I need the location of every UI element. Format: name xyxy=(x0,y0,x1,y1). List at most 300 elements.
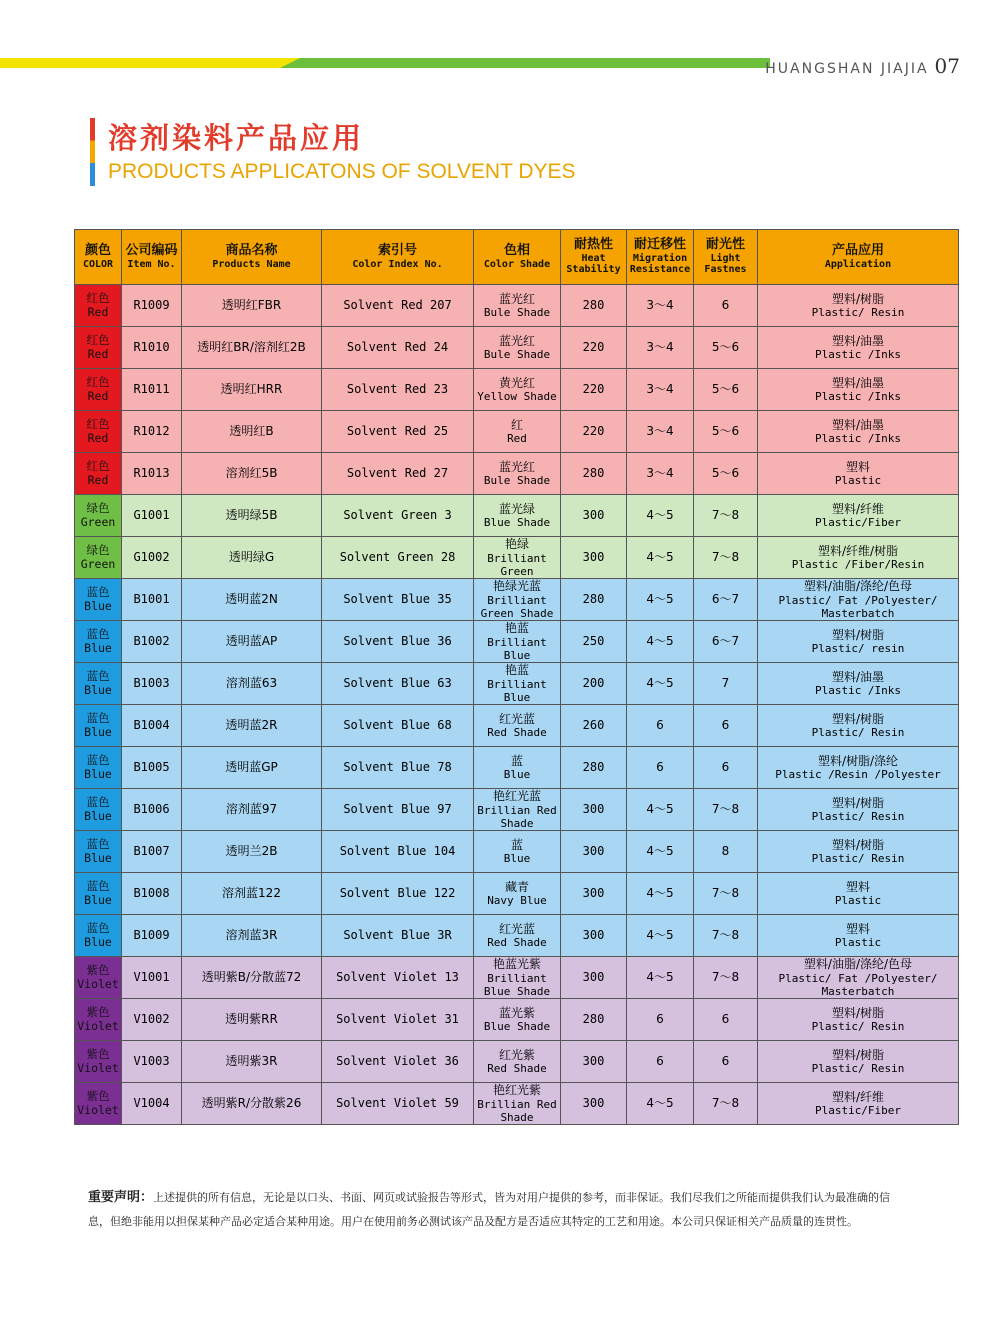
color-cell xyxy=(75,369,122,411)
application-cell xyxy=(758,495,959,537)
column-header xyxy=(758,230,959,285)
brand-name: HUANGSHAN JIAJIA xyxy=(765,61,929,77)
application-cell xyxy=(758,705,959,747)
shade-cn: 蓝光红 xyxy=(498,459,535,474)
yellow-stripe xyxy=(0,58,300,68)
table-row xyxy=(75,957,959,999)
shade-cn: 蓝 xyxy=(510,837,523,852)
shade-en: Brilliant Blue xyxy=(487,635,547,662)
shade-cn: 蓝光红 xyxy=(498,333,535,348)
color-cn: 紫色 xyxy=(86,1088,110,1103)
application-cell xyxy=(758,999,959,1041)
color-cn: 蓝色 xyxy=(86,794,110,809)
application-cn: 塑料/树脂 xyxy=(831,1047,885,1062)
product-name-cell: 透明绿G xyxy=(182,537,322,579)
application-en: Plastic xyxy=(834,936,882,950)
application-cell xyxy=(758,285,959,327)
item-no-cell: B1001 xyxy=(122,579,182,621)
application-en: Plastic/Fiber xyxy=(814,516,902,530)
shade-cn: 艳红光紫 xyxy=(492,1083,541,1098)
column-header xyxy=(75,230,122,285)
color-cn: 紫色 xyxy=(86,1046,110,1061)
color-en: Blue xyxy=(84,682,112,697)
color-en: Blue xyxy=(84,892,112,907)
application-cn: 塑料/树脂 xyxy=(831,291,885,306)
color-cn: 紫色 xyxy=(86,1004,110,1019)
color-en: Green xyxy=(80,514,116,529)
product-name-cell: 透明红BR/溶剂红2B xyxy=(182,327,322,369)
migration-resistance-cell: 6 xyxy=(627,999,694,1041)
light-fastness-cell: 7～8 xyxy=(694,495,758,537)
color-index-cell: Solvent Red 207 xyxy=(322,285,474,327)
shade-en: Red Shade xyxy=(487,936,547,950)
table-row xyxy=(75,537,959,579)
application-cell xyxy=(758,579,959,621)
title-accent-bar xyxy=(90,118,95,186)
shade-cn: 红光紫 xyxy=(498,1047,535,1062)
table-header-row xyxy=(75,230,959,285)
application-en: Plastic xyxy=(834,894,882,908)
color-shade-cell xyxy=(474,915,561,957)
heat-stability-cell: 300 xyxy=(561,1041,627,1083)
shade-en: Brilliant Blue xyxy=(487,677,547,704)
application-cn: 塑料/纤维 xyxy=(831,1089,885,1104)
table-row xyxy=(75,327,959,369)
light-fastness-cell: 6～7 xyxy=(694,579,758,621)
color-shade-cell xyxy=(474,831,561,873)
table-row xyxy=(75,831,959,873)
color-cell xyxy=(75,747,122,789)
table-row xyxy=(75,705,959,747)
color-en: Blue xyxy=(84,934,112,949)
color-cn: 绿色 xyxy=(86,500,110,515)
color-cn: 红色 xyxy=(86,416,110,431)
color-shade-cell xyxy=(474,327,561,369)
application-en: Plastic/ Resin xyxy=(811,810,905,824)
column-header-cn: 商品名称 xyxy=(225,242,278,258)
color-en: Blue xyxy=(84,850,112,865)
heat-stability-cell: 280 xyxy=(561,999,627,1041)
color-index-cell: Solvent Violet 31 xyxy=(322,999,474,1041)
heat-stability-cell: 300 xyxy=(561,873,627,915)
shade-cn: 红 xyxy=(510,417,523,432)
heat-stability-cell: 250 xyxy=(561,621,627,663)
heat-stability-cell: 280 xyxy=(561,453,627,495)
disclaimer-label: 重要声明： xyxy=(88,1190,154,1205)
color-en: Blue xyxy=(84,598,112,613)
color-cn: 蓝色 xyxy=(86,878,110,893)
application-cell xyxy=(758,873,959,915)
application-en: Plastic/ Resin xyxy=(811,726,905,740)
color-cn: 紫色 xyxy=(86,962,110,977)
application-cell xyxy=(758,789,959,831)
page-title-en: PRODUCTS APPLICATONS OF SOLVENT DYES xyxy=(108,160,576,183)
item-no-cell: G1002 xyxy=(122,537,182,579)
shade-cn: 藏青 xyxy=(504,879,529,894)
application-en: Plastic/ Resin xyxy=(811,1020,905,1034)
color-cn: 蓝色 xyxy=(86,584,110,599)
table-row xyxy=(75,369,959,411)
application-cn: 塑料/纤维/树脂 xyxy=(817,543,899,558)
application-en: Plastic xyxy=(834,474,882,488)
color-cell xyxy=(75,579,122,621)
item-no-cell: B1008 xyxy=(122,873,182,915)
color-cn: 红色 xyxy=(86,290,110,305)
product-name-cell: 透明蓝GP xyxy=(182,747,322,789)
application-cell xyxy=(758,1083,959,1125)
application-en: Plastic /Inks xyxy=(814,684,902,698)
color-en: Violet xyxy=(77,1102,119,1117)
application-en: Plastic/ Fat /Polyester/ Masterbatch xyxy=(778,593,938,620)
color-shade-cell xyxy=(474,285,561,327)
shade-en: Brilliant Green xyxy=(487,551,547,578)
application-cell xyxy=(758,915,959,957)
application-cn: 塑料/树脂 xyxy=(831,627,885,642)
color-en: Red xyxy=(87,388,109,403)
item-no-cell: B1007 xyxy=(122,831,182,873)
table-row xyxy=(75,747,959,789)
light-fastness-cell: 5～6 xyxy=(694,327,758,369)
column-header xyxy=(561,230,627,285)
color-index-cell: Solvent Blue 122 xyxy=(322,873,474,915)
product-name-cell: 透明蓝2N xyxy=(182,579,322,621)
shade-cn: 艳绿 xyxy=(504,537,529,552)
color-cn: 蓝色 xyxy=(86,626,110,641)
migration-resistance-cell: 4～5 xyxy=(627,495,694,537)
color-en: Red xyxy=(87,304,109,319)
product-name-cell: 透明绿5B xyxy=(182,495,322,537)
column-header-en: Color Index No. xyxy=(352,258,443,270)
item-no-cell: B1003 xyxy=(122,663,182,705)
light-fastness-cell: 6 xyxy=(694,705,758,747)
color-cell xyxy=(75,285,122,327)
heat-stability-cell: 300 xyxy=(561,1083,627,1125)
table-row xyxy=(75,999,959,1041)
heat-stability-cell: 300 xyxy=(561,831,627,873)
light-fastness-cell: 6 xyxy=(694,747,758,789)
product-name-cell: 透明紫RR xyxy=(182,999,322,1041)
migration-resistance-cell: 3～4 xyxy=(627,369,694,411)
application-cn: 塑料/树脂 xyxy=(831,795,885,810)
application-cell xyxy=(758,369,959,411)
green-stripe xyxy=(280,58,770,68)
migration-resistance-cell: 6 xyxy=(627,747,694,789)
item-no-cell: B1004 xyxy=(122,705,182,747)
shade-en: Bule Shade xyxy=(483,474,551,488)
item-no-cell: V1002 xyxy=(122,999,182,1041)
light-fastness-cell: 6 xyxy=(694,999,758,1041)
heat-stability-cell: 280 xyxy=(561,579,627,621)
application-cn: 塑料/油墨 xyxy=(831,417,885,432)
item-no-cell: V1003 xyxy=(122,1041,182,1083)
shade-en: Bule Shade xyxy=(483,348,551,362)
application-cell xyxy=(758,537,959,579)
table-row xyxy=(75,579,959,621)
item-no-cell: V1001 xyxy=(122,957,182,999)
heat-stability-cell: 220 xyxy=(561,369,627,411)
shade-en: Red xyxy=(507,432,527,446)
shade-cn: 艳红光蓝 xyxy=(492,789,541,804)
heat-stability-cell: 200 xyxy=(561,663,627,705)
color-shade-cell xyxy=(474,789,561,831)
shade-en: Blue xyxy=(503,768,531,782)
color-en: Green xyxy=(80,556,116,571)
shade-en: Brillian Red Shade xyxy=(477,1097,557,1124)
heat-stability-cell: 300 xyxy=(561,915,627,957)
shade-cn: 黄光红 xyxy=(498,375,535,390)
shade-cn: 艳蓝光紫 xyxy=(492,957,541,972)
light-fastness-cell: 6 xyxy=(694,1041,758,1083)
color-en: Violet xyxy=(77,1018,119,1033)
application-en: Plastic /Inks xyxy=(814,348,902,362)
color-cn: 绿色 xyxy=(86,542,110,557)
light-fastness-cell: 7～8 xyxy=(694,957,758,999)
shade-cn: 红光蓝 xyxy=(498,921,535,936)
product-name-cell: 透明红FBR xyxy=(182,285,322,327)
color-shade-cell xyxy=(474,453,561,495)
color-cell xyxy=(75,1083,122,1125)
color-shade-cell xyxy=(474,957,561,999)
item-no-cell: R1010 xyxy=(122,327,182,369)
heat-stability-cell: 300 xyxy=(561,789,627,831)
column-header-en: Light Fastnes xyxy=(704,252,747,276)
shade-en: Brilliant Green Shade xyxy=(480,593,554,620)
migration-resistance-cell: 4～5 xyxy=(627,915,694,957)
heat-stability-cell: 300 xyxy=(561,957,627,999)
color-cell xyxy=(75,999,122,1041)
product-name-cell: 溶剂蓝122 xyxy=(182,873,322,915)
color-en: Blue xyxy=(84,640,112,655)
table-row xyxy=(75,1041,959,1083)
color-en: Violet xyxy=(77,976,119,991)
color-shade-cell xyxy=(474,621,561,663)
table-row xyxy=(75,873,959,915)
color-cell xyxy=(75,663,122,705)
column-header-en: Application xyxy=(824,258,892,270)
shade-en: Blue xyxy=(503,852,531,866)
item-no-cell: G1001 xyxy=(122,495,182,537)
product-name-cell: 透明红HRR xyxy=(182,369,322,411)
application-cn: 塑料/纤维 xyxy=(831,501,885,516)
shade-en: Yellow Shade xyxy=(477,390,557,404)
table-row xyxy=(75,789,959,831)
color-cell xyxy=(75,495,122,537)
color-shade-cell xyxy=(474,537,561,579)
products-table xyxy=(74,229,959,1125)
color-cn: 蓝色 xyxy=(86,668,110,683)
light-fastness-cell: 7～8 xyxy=(694,1083,758,1125)
shade-cn: 艳蓝 xyxy=(504,663,529,678)
top-color-bar xyxy=(0,58,770,68)
application-cell xyxy=(758,621,959,663)
color-en: Red xyxy=(87,430,109,445)
column-header-cn: 耐迁移性 xyxy=(633,237,686,253)
color-index-cell: Solvent Red 25 xyxy=(322,411,474,453)
column-header-cn: 耐热性 xyxy=(573,237,613,253)
color-index-cell: Solvent Blue 68 xyxy=(322,705,474,747)
table-row xyxy=(75,1083,959,1125)
column-header-cn: 颜色 xyxy=(84,242,111,258)
migration-resistance-cell: 6 xyxy=(627,705,694,747)
application-cn: 塑料/油墨 xyxy=(831,333,885,348)
column-header-cn: 产品应用 xyxy=(831,242,884,258)
table-row xyxy=(75,285,959,327)
column-header xyxy=(474,230,561,285)
product-name-cell: 溶剂蓝63 xyxy=(182,663,322,705)
heat-stability-cell: 220 xyxy=(561,327,627,369)
heat-stability-cell: 280 xyxy=(561,747,627,789)
migration-resistance-cell: 4～5 xyxy=(627,579,694,621)
application-cn: 塑料 xyxy=(845,921,870,936)
color-cn: 红色 xyxy=(86,332,110,347)
color-shade-cell xyxy=(474,1083,561,1125)
item-no-cell: B1006 xyxy=(122,789,182,831)
application-cell xyxy=(758,453,959,495)
color-en: Blue xyxy=(84,808,112,823)
application-cell xyxy=(758,663,959,705)
color-cell xyxy=(75,1041,122,1083)
application-cn: 塑料/树脂 xyxy=(831,1005,885,1020)
shade-en: Brilliant Blue Shade xyxy=(483,971,551,998)
color-en: Red xyxy=(87,346,109,361)
product-name-cell: 溶剂蓝3R xyxy=(182,915,322,957)
item-no-cell: B1005 xyxy=(122,747,182,789)
application-cn: 塑料/树脂 xyxy=(831,837,885,852)
color-index-cell: Solvent Blue 97 xyxy=(322,789,474,831)
application-cell xyxy=(758,831,959,873)
color-cn: 红色 xyxy=(86,374,110,389)
column-header xyxy=(182,230,322,285)
product-name-cell: 透明紫B/分散蓝72 xyxy=(182,957,322,999)
color-en: Blue xyxy=(84,724,112,739)
item-no-cell: R1012 xyxy=(122,411,182,453)
column-header xyxy=(694,230,758,285)
column-header-en: Color Shade xyxy=(483,258,551,270)
migration-resistance-cell: 4～5 xyxy=(627,663,694,705)
column-header-cn: 耐光性 xyxy=(705,237,745,253)
migration-resistance-cell: 4～5 xyxy=(627,621,694,663)
shade-cn: 艳绿光蓝 xyxy=(492,579,541,594)
color-index-cell: Solvent Blue 78 xyxy=(322,747,474,789)
application-cn: 塑料 xyxy=(845,459,870,474)
application-en: Plastic /Inks xyxy=(814,390,902,404)
page-title-cn: 溶剂染料产品应用 xyxy=(108,121,365,155)
application-cn: 塑料/树脂 xyxy=(831,711,885,726)
shade-en: Navy Blue xyxy=(487,894,547,908)
color-cell xyxy=(75,957,122,999)
color-cell xyxy=(75,831,122,873)
column-header-en: Heat Stability xyxy=(566,252,621,276)
item-no-cell: R1011 xyxy=(122,369,182,411)
color-index-cell: Solvent Green 28 xyxy=(322,537,474,579)
application-cn: 塑料/油脂/涤纶/色母 xyxy=(803,579,913,594)
color-cn: 蓝色 xyxy=(86,710,110,725)
product-name-cell: 溶剂红5B xyxy=(182,453,322,495)
color-shade-cell xyxy=(474,705,561,747)
application-cn: 塑料/树脂/涤纶 xyxy=(817,753,899,768)
color-en: Red xyxy=(87,472,109,487)
color-cell xyxy=(75,915,122,957)
column-header-cn: 色相 xyxy=(503,242,530,258)
column-header-en: Products Name xyxy=(212,258,291,270)
color-index-cell: Solvent Violet 36 xyxy=(322,1041,474,1083)
disclaimer-text: 上述提供的所有信息，无论是以口头、书面、网页或试验报告等形式，皆为对用户提供的参考，而非保证。我们尽我们之所能而提供我们认为最准确的信息，但绝非能用以担保某种产品必定适合某种用途。用户在使用前务必测试该产品及配方是否适应其特定的工艺和用途。本公司只保证相关产品质量的连贯性。 xyxy=(88,1191,891,1228)
light-fastness-cell: 8 xyxy=(694,831,758,873)
migration-resistance-cell: 4～5 xyxy=(627,873,694,915)
color-en: Blue xyxy=(84,766,112,781)
shade-en: Red Shade xyxy=(487,1062,547,1076)
heat-stability-cell: 300 xyxy=(561,495,627,537)
shade-cn: 红光蓝 xyxy=(498,711,535,726)
shade-cn: 蓝光紫 xyxy=(498,1005,535,1020)
heat-stability-cell: 300 xyxy=(561,537,627,579)
column-header-en: COLOR xyxy=(82,258,114,270)
shade-en: Brillian Red Shade xyxy=(477,803,557,830)
product-name-cell: 透明兰2B xyxy=(182,831,322,873)
color-index-cell: Solvent Red 24 xyxy=(322,327,474,369)
light-fastness-cell: 7 xyxy=(694,663,758,705)
light-fastness-cell: 7～8 xyxy=(694,789,758,831)
color-index-cell: Solvent Blue 36 xyxy=(322,621,474,663)
column-header xyxy=(122,230,182,285)
color-index-cell: Solvent Green 3 xyxy=(322,495,474,537)
shade-en: Bule Shade xyxy=(483,306,551,320)
color-shade-cell xyxy=(474,579,561,621)
light-fastness-cell: 6 xyxy=(694,285,758,327)
migration-resistance-cell: 4～5 xyxy=(627,831,694,873)
application-en: Plastic/ Fat /Polyester/ Masterbatch xyxy=(778,971,938,998)
shade-cn: 蓝光绿 xyxy=(498,501,535,516)
migration-resistance-cell: 3～4 xyxy=(627,453,694,495)
item-no-cell: R1009 xyxy=(122,285,182,327)
light-fastness-cell: 7～8 xyxy=(694,537,758,579)
migration-resistance-cell: 4～5 xyxy=(627,1083,694,1125)
application-en: Plastic/ resin xyxy=(811,642,905,656)
application-cell xyxy=(758,327,959,369)
product-name-cell: 透明红B xyxy=(182,411,322,453)
disclaimer xyxy=(88,1186,908,1234)
color-index-cell: Solvent Red 23 xyxy=(322,369,474,411)
product-name-cell: 透明紫R/分散紫26 xyxy=(182,1083,322,1125)
color-index-cell: Solvent Red 27 xyxy=(322,453,474,495)
page-number: 07 xyxy=(934,54,960,78)
column-header-en: Migration Resistance xyxy=(629,252,691,276)
color-shade-cell xyxy=(474,1041,561,1083)
product-name-cell: 溶剂蓝97 xyxy=(182,789,322,831)
color-index-cell: Solvent Violet 13 xyxy=(322,957,474,999)
color-shade-cell xyxy=(474,999,561,1041)
migration-resistance-cell: 6 xyxy=(627,1041,694,1083)
column-header-cn: 公司编码 xyxy=(125,242,178,258)
item-no-cell: V1004 xyxy=(122,1083,182,1125)
light-fastness-cell: 7～8 xyxy=(694,873,758,915)
color-index-cell: Solvent Blue 104 xyxy=(322,831,474,873)
column-header xyxy=(322,230,474,285)
color-shade-cell xyxy=(474,411,561,453)
item-no-cell: R1013 xyxy=(122,453,182,495)
color-cn: 蓝色 xyxy=(86,836,110,851)
application-cn: 塑料 xyxy=(845,879,870,894)
column-header-en: Item No. xyxy=(127,258,176,270)
light-fastness-cell: 6～7 xyxy=(694,621,758,663)
shade-cn: 蓝光红 xyxy=(498,291,535,306)
color-cn: 蓝色 xyxy=(86,920,110,935)
migration-resistance-cell: 4～5 xyxy=(627,957,694,999)
application-cell xyxy=(758,1041,959,1083)
item-no-cell: B1009 xyxy=(122,915,182,957)
color-shade-cell xyxy=(474,747,561,789)
migration-resistance-cell: 3～4 xyxy=(627,285,694,327)
